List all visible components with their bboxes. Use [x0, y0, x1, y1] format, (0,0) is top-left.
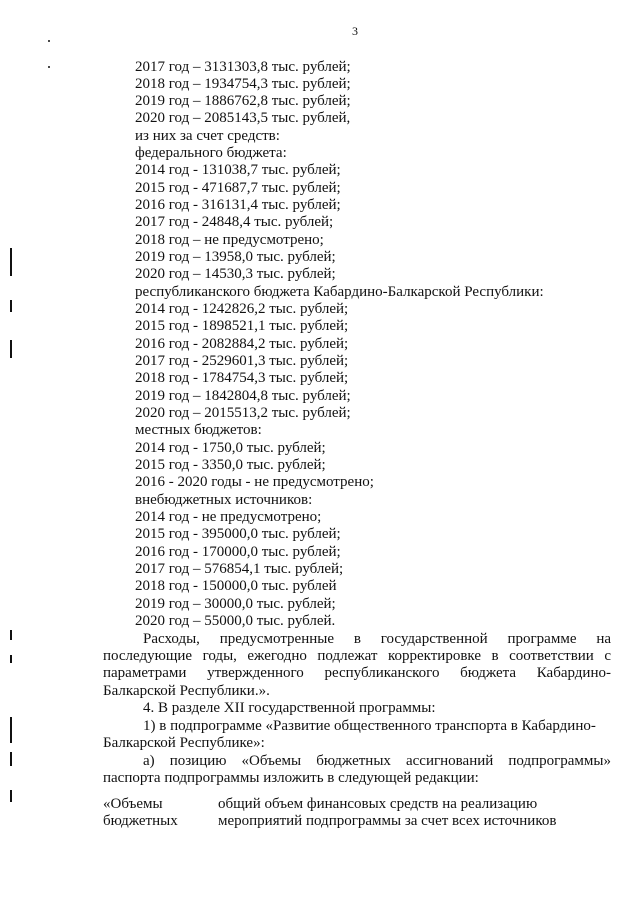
scan-margin-bar: [10, 717, 12, 743]
finance-line: 2017 год - 24848,4 тыс. рублей;: [135, 214, 334, 230]
table-cell-label: бюджетных: [103, 813, 178, 829]
finance-line: 2016 год - 316131,4 тыс. рублей;: [135, 197, 341, 213]
table-cell-label: «Объемы: [103, 796, 163, 812]
finance-line: 2014 год - 131038,7 тыс. рублей;: [135, 162, 341, 178]
finance-line: 2020 год – 14530,3 тыс. рублей;: [135, 266, 336, 282]
finance-line: 2019 год – 1886762,8 тыс. рублей;: [135, 93, 351, 109]
finance-line: 2014 год - 1242826,2 тыс. рублей;: [135, 301, 349, 317]
finance-line: 2014 год - не предусмотрено;: [135, 509, 322, 525]
finance-line: 2020 год – 55000,0 тыс. рублей.: [135, 613, 336, 629]
finance-line: 2015 год - 3350,0 тыс. рублей;: [135, 457, 326, 473]
scan-margin-bar: [10, 790, 12, 802]
finance-line: 2016 год - 170000,0 тыс. рублей;: [135, 544, 341, 560]
finance-line: внебюджетных источников:: [135, 492, 313, 508]
scan-margin-bar: [10, 655, 12, 663]
paragraph-line: 4. В разделе XII государственной программы:: [143, 700, 436, 716]
scan-margin-bar: [10, 300, 12, 312]
finance-line: 2018 год – не предусмотрено;: [135, 232, 324, 248]
paragraph-line: Расходы, предусмотренные в государственной программе на: [143, 631, 611, 647]
page-number: 3: [352, 24, 358, 38]
finance-line: федерального бюджета:: [135, 145, 287, 161]
finance-line: 2018 год - 1784754,3 тыс. рублей;: [135, 370, 349, 386]
paragraph-line: паспорта подпрограммы изложить в следующей редакции:: [103, 770, 479, 786]
finance-line: 2014 год - 1750,0 тыс. рублей;: [135, 440, 326, 456]
finance-line: 2017 год – 576854,1 тыс. рублей;: [135, 561, 344, 577]
paragraph-line: Балкарской Республике»:: [103, 735, 265, 751]
finance-line: 2016 - 2020 годы - не предусмотрено;: [135, 474, 374, 490]
scan-margin-bar: [10, 248, 12, 276]
finance-line: 2020 год – 2085143,5 тыс. рублей,: [135, 110, 351, 126]
paragraph-line: а) позицию «Объемы бюджетных ассигнований подпрограммы»: [143, 753, 611, 769]
table-cell-value: мероприятий подпрограммы за счет всех источников: [218, 813, 557, 829]
paragraph-line: 1) в подпрограмме «Развитие общественного транспорта в Кабардино-: [143, 718, 596, 734]
finance-line: республиканского бюджета Кабардино-Балкарской Республики:: [135, 284, 544, 300]
finance-line: 2019 год – 13958,0 тыс. рублей;: [135, 249, 336, 265]
finance-line: 2017 год – 3131303,8 тыс. рублей;: [135, 59, 351, 75]
finance-line: 2018 год - 150000,0 тыс. рублей: [135, 578, 337, 594]
finance-line: 2015 год - 395000,0 тыс. рублей;: [135, 526, 341, 542]
paragraph-line: параметрами утвержденного республиканского бюджета Кабардино-: [103, 665, 611, 681]
paragraph-line: последующие годы, ежегодно подлежат корректировке в соответствии с: [103, 648, 611, 664]
finance-line: 2015 год - 471687,7 тыс. рублей;: [135, 180, 341, 196]
finance-line: 2019 год – 1842804,8 тыс. рублей;: [135, 388, 351, 404]
finance-line: 2015 год - 1898521,1 тыс. рублей;: [135, 318, 349, 334]
finance-line: 2018 год – 1934754,3 тыс. рублей;: [135, 76, 351, 92]
paragraph-line: Балкарской Республики.».: [103, 683, 270, 699]
scan-dot-mark: [48, 66, 50, 68]
table-cell-value: общий объем финансовых средств на реализацию: [218, 796, 538, 812]
scan-margin-bar: [10, 752, 12, 766]
finance-line: 2017 год - 2529601,3 тыс. рублей;: [135, 353, 349, 369]
finance-line: 2020 год – 2015513,2 тыс. рублей;: [135, 405, 351, 421]
finance-line: местных бюджетов:: [135, 422, 262, 438]
scan-dot-mark: [48, 40, 50, 42]
finance-line: 2019 год – 30000,0 тыс. рублей;: [135, 596, 336, 612]
finance-line: из них за счет средств:: [135, 128, 280, 144]
scan-margin-bar: [10, 340, 12, 358]
scan-margin-bar: [10, 630, 12, 640]
finance-line: 2016 год - 2082884,2 тыс. рублей;: [135, 336, 349, 352]
